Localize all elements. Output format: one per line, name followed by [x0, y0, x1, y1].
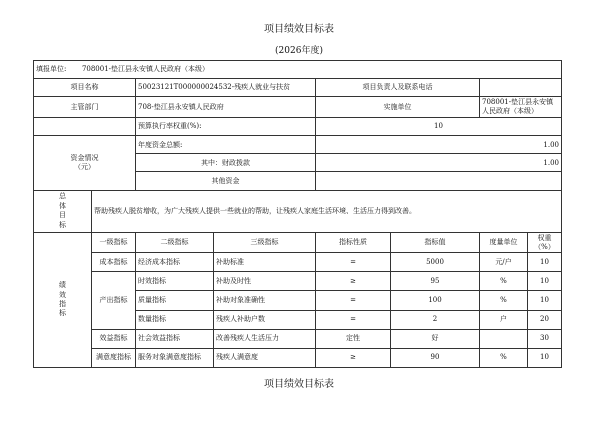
table-row [34, 272, 562, 291]
row-nature: 定性 [316, 329, 391, 348]
row-nature: = [316, 310, 391, 329]
row-level1: 成本指标 [92, 253, 136, 272]
goal-label-char: 总 [59, 192, 66, 201]
goal-text: 帮助残疾人脱贫增收，为广大残疾人提供一些就业的帮助，让残疾人家庭生活环境、生活压力得到改善。 [92, 190, 562, 232]
dept-row [34, 97, 562, 118]
dept-value: 708-垫江县永安镇人民政府 [136, 97, 316, 118]
row-level1: 产出指标 [92, 272, 136, 329]
performance-goal-table [33, 60, 562, 368]
project-name-label: 项目名称 [34, 79, 136, 97]
row-unit: 元/户 [480, 253, 528, 272]
row-value: 2 [391, 310, 480, 329]
goal-label-char: 体 [59, 201, 66, 210]
row-unit: % [480, 291, 528, 310]
year-subtitle: (2026年度) [275, 46, 323, 56]
impl-label: 实施单位 [316, 97, 480, 118]
goal-label-char: 目 [59, 211, 66, 220]
row-value: 95 [391, 272, 480, 291]
row-weight: 30 [528, 329, 562, 348]
funds-unit-text: （元） [74, 162, 95, 171]
perf-label [34, 233, 92, 368]
row-weight: 20 [528, 310, 562, 329]
row-nature: ≥ [316, 348, 391, 367]
row-nature: ≥ [316, 272, 391, 291]
row-level3: 补助对象准确性 [214, 291, 316, 310]
filler-cell [34, 61, 562, 79]
funds-label-text: 资金情况 [70, 154, 99, 163]
other-value [316, 172, 562, 190]
header-level1: 一级指标 [92, 233, 136, 253]
row-level3: 改善残疾人生活压力 [214, 329, 316, 348]
indicator-header-row [34, 233, 562, 253]
budget-weight-label: 预算执行率权重(%): [136, 118, 316, 136]
row-unit: 户 [480, 310, 528, 329]
row-weight: 10 [528, 272, 562, 291]
header-nature: 指标性质 [316, 233, 391, 253]
row-unit: % [480, 272, 528, 291]
dept-label: 主管部门 [34, 97, 136, 118]
header-level3: 三级指标 [214, 233, 316, 253]
filler-row [34, 61, 562, 79]
table-row [34, 348, 562, 367]
row-value: 5000 [391, 253, 480, 272]
row-level2: 经济成本指标 [136, 253, 214, 272]
row-level2: 时效指标 [136, 272, 214, 291]
row-level3: 残疾人满意度 [214, 348, 316, 367]
fiscal-value: 1.00 [316, 154, 562, 172]
owner-value [480, 79, 562, 97]
fiscal-label: 其中：财政拨款 [136, 154, 316, 172]
row-value: 100 [391, 291, 480, 310]
row-weight: 10 [528, 291, 562, 310]
row-weight: 10 [528, 253, 562, 272]
annual-total-label: 年度资金总额: [136, 136, 316, 154]
row-level2: 数量指标 [136, 310, 214, 329]
header-weight: 权重（%） [528, 233, 562, 253]
annual-total-row [34, 136, 562, 154]
row-level3: 补助及时性 [214, 272, 316, 291]
goal-label [34, 190, 92, 232]
funds-label [34, 136, 136, 190]
goal-label-char: 标 [59, 220, 66, 229]
budget-weight-value: 10 [316, 118, 562, 136]
row-level2: 质量指标 [136, 291, 214, 310]
row-unit: % [480, 348, 528, 367]
owner-label: 项目负责人及联系电话 [316, 79, 480, 97]
row-weight: 10 [528, 348, 562, 367]
annual-total-value: 1.00 [316, 136, 562, 154]
row-level1: 效益指标 [92, 329, 136, 348]
row-level3: 补助标准 [214, 253, 316, 272]
row-unit [480, 329, 528, 348]
row-level2: 服务对象满意度指标 [136, 348, 214, 367]
row-level2: 社会效益指标 [136, 329, 214, 348]
budget-weight-row [34, 118, 562, 136]
table-row [34, 253, 562, 272]
row-level1: 满意度指标 [92, 348, 136, 367]
project-name-row [34, 79, 562, 97]
header-unit: 度量单位 [480, 233, 528, 253]
header-level2: 二级指标 [136, 233, 214, 253]
filler-value: 708001-垫江县永安镇人民政府（本级） [81, 65, 210, 74]
table-row [34, 329, 562, 348]
perf-label-char: 标 [59, 309, 66, 318]
impl-value: 708001-垫江县永安镇人民政府（本级） [480, 97, 562, 118]
row-level3: 残疾人补助户数 [214, 310, 316, 329]
budget-weight-blank [34, 118, 136, 136]
project-name-value: 50023121T000000024532-残疾人就业与扶贫 [136, 79, 316, 97]
page-title: 项目绩效目标表 [264, 24, 334, 35]
row-value: 好 [391, 329, 480, 348]
row-nature: = [316, 291, 391, 310]
perf-label-char: 效 [59, 290, 66, 299]
footer-title: 项目绩效目标表 [264, 379, 334, 390]
other-label: 其他资金 [136, 172, 316, 190]
row-value: 90 [391, 348, 480, 367]
filler-label: 填报单位: [36, 65, 67, 74]
goal-row [34, 190, 562, 232]
perf-label-char: 指 [59, 300, 66, 308]
row-nature: = [316, 253, 391, 272]
perf-label-char: 绩 [59, 281, 66, 290]
header-value: 指标值 [391, 233, 480, 253]
